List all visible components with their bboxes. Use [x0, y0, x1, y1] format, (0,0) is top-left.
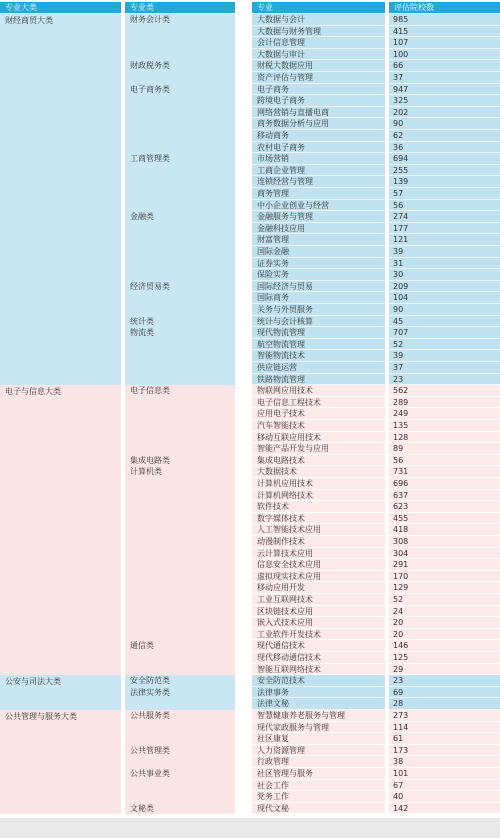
count-cell: 28 [389, 698, 500, 710]
count-cell: 67 [389, 780, 500, 792]
count-cell: 291 [389, 559, 500, 571]
header-count: 评估院校数 [389, 2, 500, 13]
major-cell: 大数据与审计 [252, 49, 385, 61]
major-cell: 信息安全技术应用 [252, 559, 385, 571]
count-cell: 121 [389, 234, 500, 246]
major-cell: 电子商务 [252, 84, 385, 96]
header-category: 专业大类 [0, 2, 121, 13]
major-cell: 工商企业管理 [252, 165, 385, 177]
major-cell: 安全防范技术 [252, 675, 385, 687]
major-cell: 法律事务 [252, 687, 385, 699]
major-cell: 现代移动通信技术 [252, 652, 385, 664]
count-cell: 101 [389, 768, 500, 780]
major-cell: 社区康复 [252, 733, 385, 745]
count-cell: 947 [389, 84, 500, 96]
major-cell: 连锁经营与管理 [252, 176, 385, 188]
subcategory-cell: 公共管理类 [130, 745, 170, 755]
major-cell: 供应链运营 [252, 362, 385, 374]
subcategory-cell: 公共服务类 [130, 711, 170, 720]
category-cell: 财经商贸大类 [0, 14, 121, 385]
major-cell: 大数据与会计 [252, 14, 385, 26]
major-cell: 证券实务 [252, 258, 385, 270]
count-cell: 129 [389, 582, 500, 594]
count-cell: 177 [389, 223, 500, 235]
major-cell: 财富管理 [252, 234, 385, 246]
count-cell: 24 [389, 606, 500, 618]
count-cell: 249 [389, 408, 500, 420]
count-cell: 20 [389, 629, 500, 641]
count-cell: 45 [389, 316, 500, 328]
major-cell: 集成电路技术 [252, 455, 385, 467]
major-cell: 法律文秘 [252, 698, 385, 710]
major-cell: 智能产品开发与应用 [252, 443, 385, 455]
major-cell: 应用电子技术 [252, 408, 385, 420]
subcategory-cell: 电子商务类 [130, 84, 170, 94]
count-cell: 30 [389, 269, 500, 281]
count-cell: 114 [389, 722, 500, 734]
major-cell: 人力资源管理 [252, 745, 385, 757]
major-cell: 区块链技术应用 [252, 606, 385, 618]
subcategory-cell: 工商管理类 [130, 154, 170, 164]
count-cell: 56 [389, 200, 500, 212]
count-cell: 62 [389, 130, 500, 142]
count-cell: 415 [389, 26, 500, 38]
category-cell: 公安与司法大类 [0, 675, 121, 710]
count-cell: 37 [389, 72, 500, 84]
subcategory-cell: 计算机类 [130, 467, 162, 477]
count-cell: 170 [389, 571, 500, 583]
major-cell: 软件技术 [252, 501, 385, 513]
count-cell: 308 [389, 536, 500, 548]
count-cell: 107 [389, 37, 500, 49]
count-cell: 36 [389, 142, 500, 154]
count-cell: 274 [389, 211, 500, 223]
subcategory-cell: 电子信息类 [130, 386, 170, 396]
major-cell: 移动应用开发 [252, 582, 385, 594]
count-cell: 637 [389, 490, 500, 502]
major-cell: 物联网应用技术 [252, 385, 385, 397]
major-cell: 会计信息管理 [252, 37, 385, 49]
major-cell: 计算机网络技术 [252, 490, 385, 502]
subcategory-cell: 财政税务类 [130, 61, 170, 71]
major-cell: 数字媒体技术 [252, 513, 385, 525]
major-cell: 计算机应用技术 [252, 478, 385, 490]
major-cell: 行政管理 [252, 756, 385, 768]
header-major: 专业 [252, 2, 385, 13]
major-cell: 航空物流管理 [252, 339, 385, 351]
major-cell: 财税大数据应用 [252, 60, 385, 72]
major-cell: 汽车智能技术 [252, 420, 385, 432]
count-cell: 20 [389, 617, 500, 629]
major-cell: 移动商务 [252, 130, 385, 142]
page-footer-band [0, 818, 500, 838]
subcategory-cell: 统计类 [130, 316, 154, 326]
major-cell: 统计与会计核算 [252, 316, 385, 328]
count-cell: 23 [389, 374, 500, 386]
major-cell: 铁路物流管理 [252, 374, 385, 386]
major-cell: 社会工作 [252, 780, 385, 792]
major-cell: 国际金融 [252, 246, 385, 258]
major-cell: 动漫制作技术 [252, 536, 385, 548]
count-cell: 125 [389, 652, 500, 664]
count-cell: 304 [389, 548, 500, 560]
count-cell: 696 [389, 478, 500, 490]
count-cell: 66 [389, 60, 500, 72]
count-cell: 61 [389, 733, 500, 745]
count-cell: 100 [389, 49, 500, 61]
count-cell: 273 [389, 710, 500, 722]
count-cell: 135 [389, 420, 500, 432]
subcategory-column-bg [125, 385, 235, 675]
count-cell: 90 [389, 118, 500, 130]
count-cell: 418 [389, 524, 500, 536]
subcategory-column-bg [125, 710, 235, 814]
count-cell: 209 [389, 281, 500, 293]
major-cell: 智能互联网络技术 [252, 664, 385, 676]
major-cell: 现代通信技术 [252, 640, 385, 652]
count-cell: 562 [389, 385, 500, 397]
count-cell: 39 [389, 246, 500, 258]
count-cell: 128 [389, 432, 500, 444]
major-cell: 嵌入式技术应用 [252, 617, 385, 629]
count-cell: 139 [389, 176, 500, 188]
major-cell: 资产评估与管理 [252, 72, 385, 84]
count-cell: 56 [389, 455, 500, 467]
major-cell: 网络营销与直播电商 [252, 107, 385, 119]
major-cell: 国际商务 [252, 292, 385, 304]
header-subcategory: 专业类 [125, 2, 235, 13]
subcategory-cell: 公共事业类 [130, 769, 170, 778]
count-cell: 52 [389, 594, 500, 606]
major-cell: 中小企业创业与经营 [252, 200, 385, 212]
subcategory-cell: 财务会计类 [130, 15, 170, 24]
count-cell: 694 [389, 153, 500, 165]
major-cell: 金融科技应用 [252, 223, 385, 235]
major-cell: 党务工作 [252, 791, 385, 803]
subcategory-cell: 经济贸易类 [130, 281, 170, 291]
major-cell: 虚拟现实技术应用 [252, 571, 385, 583]
major-cell: 电子信息工程技术 [252, 397, 385, 409]
count-cell: 289 [389, 397, 500, 409]
major-cell: 国际经济与贸易 [252, 281, 385, 293]
count-cell: 255 [389, 165, 500, 177]
major-cell: 工业互联网技术 [252, 594, 385, 606]
count-cell: 38 [389, 756, 500, 768]
major-cell: 现代家政服务与管理 [252, 722, 385, 734]
count-cell: 23 [389, 675, 500, 687]
major-cell: 现代文秘 [252, 803, 385, 815]
major-cell: 大数据技术 [252, 466, 385, 478]
major-cell: 社区管理与服务 [252, 768, 385, 780]
major-cell: 大数据与财务管理 [252, 26, 385, 38]
subcategory-cell: 集成电路类 [130, 455, 170, 465]
count-cell: 142 [389, 803, 500, 815]
major-cell: 智慧健康养老服务与管理 [252, 710, 385, 722]
count-cell: 37 [389, 362, 500, 374]
subcategory-cell: 物流类 [130, 328, 154, 338]
count-cell: 707 [389, 327, 500, 339]
count-cell: 202 [389, 107, 500, 119]
count-cell: 146 [389, 640, 500, 652]
major-cell: 商务数据分析与应用 [252, 118, 385, 130]
major-cell: 智能物流技术 [252, 350, 385, 362]
subcategory-cell: 安全防范类 [130, 676, 170, 686]
major-cell: 商务管理 [252, 188, 385, 200]
count-cell: 57 [389, 188, 500, 200]
count-cell: 104 [389, 292, 500, 304]
category-cell: 电子与信息大类 [0, 385, 121, 675]
major-cell: 农村电子商务 [252, 142, 385, 154]
count-cell: 173 [389, 745, 500, 757]
count-cell: 89 [389, 443, 500, 455]
major-cell: 移动互联应用技术 [252, 432, 385, 444]
major-cell: 云计算技术应用 [252, 548, 385, 560]
count-cell: 69 [389, 687, 500, 699]
count-cell: 90 [389, 304, 500, 316]
subcategory-cell: 金融类 [130, 212, 154, 222]
major-cell: 工业软件开发技术 [252, 629, 385, 641]
count-cell: 31 [389, 258, 500, 270]
count-cell: 455 [389, 513, 500, 525]
major-cell: 金融服务与管理 [252, 211, 385, 223]
count-cell: 985 [389, 14, 500, 26]
major-cell: 市场营销 [252, 153, 385, 165]
count-cell: 623 [389, 501, 500, 513]
count-cell: 325 [389, 95, 500, 107]
major-cell: 保险实务 [252, 269, 385, 281]
major-cell: 人工智能技术应用 [252, 524, 385, 536]
count-cell: 39 [389, 350, 500, 362]
count-cell: 731 [389, 466, 500, 478]
subcategory-cell: 法律实务类 [130, 687, 170, 697]
major-cell: 跨境电子商务 [252, 95, 385, 107]
subcategory-cell: 文秘类 [130, 803, 154, 813]
major-cell: 现代物流管理 [252, 327, 385, 339]
count-cell: 29 [389, 664, 500, 676]
category-cell: 公共管理与服务大类 [0, 710, 121, 814]
major-cell: 关务与外贸服务 [252, 304, 385, 316]
count-cell: 52 [389, 339, 500, 351]
subcategory-cell: 通信类 [130, 641, 154, 651]
count-cell: 40 [389, 791, 500, 803]
